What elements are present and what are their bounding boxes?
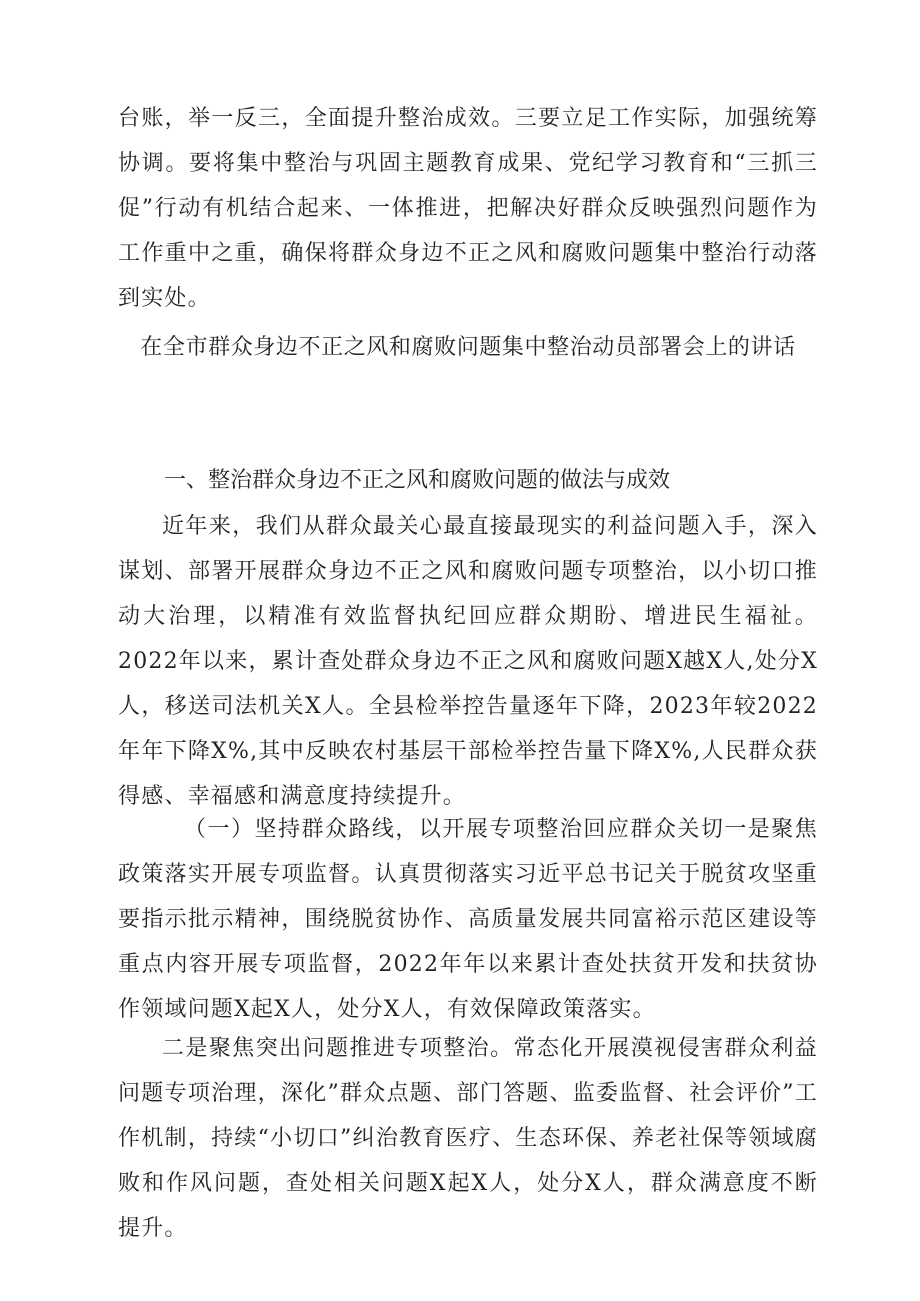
document-title: 在全市群众身边不正之风和腐败问题集中整治动员部署会上的讲话 xyxy=(140,335,796,360)
continued-paragraph: 台账，举一反三，全面提升整治成效。三要立足工作实际，加强统筹协调。要将集中整治与巩固主题教育成果、党纪学习教育和“三抓三促”行动有机结合起来、一体推进，把解决好群众反映强烈问题作为工作重中之重，确保将群众身边不正之风和腐败问题集中整治行动落到实处。 xyxy=(118,106,818,311)
body-paragraph-2: （一）坚持群众路线，以开展专项整治回应群众关切一是聚焦政策落实开展专项监督。认真贯彻落实习近平总书记关于脱贫攻坚重要指示批示精神，围绕脱贫协作、高质量发展共同富裕示范区建设等重点内容开展专项监督，2022年年以来累计查处扶贫开发和扶贫协作领域问题X起X人，处分X人，有效保障政策落实。 xyxy=(118,817,818,1022)
body-paragraph-1: 近年来，我们从群众最关心最直接最现实的利益问题入手，深入谋划、部署开展群众身边不正之风和腐败问题专项整治，以小切口推动大治理，以精准有效监督执纪回应群众期盼、增进民生福祉。2022年以来，累计查处群众身边不正之风和腐败问题X越X人,处分X人，移送司法机关X人。全县检举控告量逐年下降，2023年较2022年年下降X%,其中反映农村基层干部检举控告量下降X%,人民群众获得感、幸福感和满意度持续提升。 xyxy=(118,514,818,809)
body-paragraph-3: 二是聚焦突出问题推进专项整治。常态化开展漠视侵害群众利益问题专项治理，深化”群众点题、部门答题、监委监督、社会评价”工作机制，持续“小切口”纠治教育医疗、生态环保、养老社保等领域腐败和作风问题，查处相关问题X起X人，处分X人，群众满意度不断提升。 xyxy=(118,1036,818,1241)
section-heading: 一、整治群众身边不正之风和腐败问题的做法与成效 xyxy=(164,468,671,493)
